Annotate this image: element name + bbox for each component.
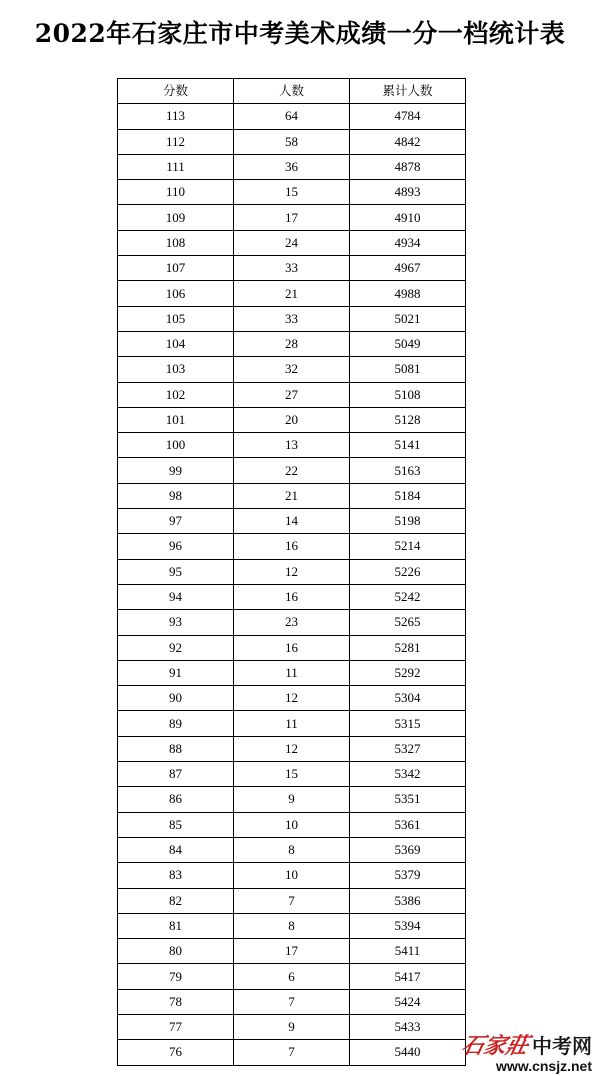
cumulative-cell: 4893 xyxy=(350,180,466,205)
score-cell: 101 xyxy=(118,407,234,432)
count-cell: 6 xyxy=(234,964,350,989)
watermark-url: www.cnsjz.net xyxy=(496,1058,592,1074)
count-cell: 32 xyxy=(234,357,350,382)
table-row xyxy=(118,913,466,938)
count-cell: 21 xyxy=(234,281,350,306)
score-cell: 104 xyxy=(118,331,234,356)
count-cell: 10 xyxy=(234,812,350,837)
table-row xyxy=(118,458,466,483)
table-row xyxy=(118,509,466,534)
count-cell: 24 xyxy=(234,230,350,255)
count-cell: 15 xyxy=(234,762,350,787)
cumulative-cell: 5327 xyxy=(350,736,466,761)
cumulative-cell: 5369 xyxy=(350,837,466,862)
count-cell: 12 xyxy=(234,559,350,584)
score-cell: 97 xyxy=(118,509,234,534)
table-row xyxy=(118,964,466,989)
table-row xyxy=(118,1014,466,1039)
score-cell: 112 xyxy=(118,129,234,154)
score-cell: 86 xyxy=(118,787,234,812)
table-row xyxy=(118,584,466,609)
score-cell: 109 xyxy=(118,205,234,230)
score-cell: 79 xyxy=(118,964,234,989)
score-cell: 81 xyxy=(118,913,234,938)
count-cell: 28 xyxy=(234,331,350,356)
cumulative-cell: 5281 xyxy=(350,635,466,660)
table-row xyxy=(118,939,466,964)
table-row xyxy=(118,863,466,888)
count-cell: 8 xyxy=(234,837,350,862)
cumulative-cell: 5021 xyxy=(350,306,466,331)
cumulative-cell: 5081 xyxy=(350,357,466,382)
table-row xyxy=(118,306,466,331)
watermark-site-name: 中考网 xyxy=(532,1034,592,1058)
cumulative-cell: 5440 xyxy=(350,1040,466,1065)
cumulative-cell: 5424 xyxy=(350,989,466,1014)
count-cell: 10 xyxy=(234,863,350,888)
score-cell: 103 xyxy=(118,357,234,382)
cumulative-cell: 5265 xyxy=(350,610,466,635)
table-row xyxy=(118,230,466,255)
count-cell: 22 xyxy=(234,458,350,483)
cumulative-cell: 4878 xyxy=(350,154,466,179)
count-cell: 8 xyxy=(234,913,350,938)
count-cell: 15 xyxy=(234,180,350,205)
table-row xyxy=(118,736,466,761)
score-cell: 83 xyxy=(118,863,234,888)
score-cell: 85 xyxy=(118,812,234,837)
cumulative-cell: 5163 xyxy=(350,458,466,483)
count-cell: 17 xyxy=(234,939,350,964)
table-row xyxy=(118,711,466,736)
table-row xyxy=(118,1040,466,1065)
score-cell: 91 xyxy=(118,660,234,685)
table-row xyxy=(118,154,466,179)
count-cell: 14 xyxy=(234,509,350,534)
score-cell: 89 xyxy=(118,711,234,736)
score-cell: 100 xyxy=(118,433,234,458)
table-header xyxy=(118,79,466,104)
cumulative-cell: 4988 xyxy=(350,281,466,306)
cumulative-cell: 5351 xyxy=(350,787,466,812)
count-cell: 12 xyxy=(234,686,350,711)
count-cell: 64 xyxy=(234,104,350,129)
cumulative-cell: 5141 xyxy=(350,433,466,458)
count-cell: 27 xyxy=(234,382,350,407)
count-cell: 13 xyxy=(234,433,350,458)
score-cell: 111 xyxy=(118,154,234,179)
table-row xyxy=(118,812,466,837)
table-row xyxy=(118,660,466,685)
table-row xyxy=(118,256,466,281)
score-cell: 106 xyxy=(118,281,234,306)
column-header-score: 分数 xyxy=(118,79,234,104)
score-cell: 113 xyxy=(118,104,234,129)
cumulative-cell: 5049 xyxy=(350,331,466,356)
count-cell: 7 xyxy=(234,888,350,913)
table-row xyxy=(118,281,466,306)
score-cell: 80 xyxy=(118,939,234,964)
table-row xyxy=(118,382,466,407)
score-cell: 105 xyxy=(118,306,234,331)
table-row xyxy=(118,787,466,812)
score-cell: 93 xyxy=(118,610,234,635)
score-cell: 110 xyxy=(118,180,234,205)
cumulative-cell: 5411 xyxy=(350,939,466,964)
score-cell: 95 xyxy=(118,559,234,584)
score-cell: 82 xyxy=(118,888,234,913)
count-cell: 17 xyxy=(234,205,350,230)
cumulative-cell: 5417 xyxy=(350,964,466,989)
count-cell: 7 xyxy=(234,1040,350,1065)
table-row xyxy=(118,129,466,154)
count-cell: 21 xyxy=(234,483,350,508)
cumulative-cell: 5304 xyxy=(350,686,466,711)
cumulative-cell: 5394 xyxy=(350,913,466,938)
count-cell: 33 xyxy=(234,256,350,281)
table-row xyxy=(118,686,466,711)
column-header-count: 人数 xyxy=(234,79,350,104)
count-cell: 9 xyxy=(234,1014,350,1039)
score-cell: 92 xyxy=(118,635,234,660)
cumulative-cell: 5128 xyxy=(350,407,466,432)
cumulative-cell: 4934 xyxy=(350,230,466,255)
cumulative-cell: 4842 xyxy=(350,129,466,154)
count-cell: 11 xyxy=(234,660,350,685)
table-body xyxy=(118,104,466,1065)
score-cell: 107 xyxy=(118,256,234,281)
score-distribution-table xyxy=(117,78,466,1066)
count-cell: 7 xyxy=(234,989,350,1014)
table-row xyxy=(118,104,466,129)
site-watermark xyxy=(459,1033,592,1074)
count-cell: 9 xyxy=(234,787,350,812)
count-cell: 16 xyxy=(234,635,350,660)
cumulative-cell: 4784 xyxy=(350,104,466,129)
score-cell: 90 xyxy=(118,686,234,711)
count-cell: 23 xyxy=(234,610,350,635)
score-cell: 98 xyxy=(118,483,234,508)
score-cell: 102 xyxy=(118,382,234,407)
table-row xyxy=(118,357,466,382)
count-cell: 11 xyxy=(234,711,350,736)
score-cell: 76 xyxy=(118,1040,234,1065)
count-cell: 33 xyxy=(234,306,350,331)
page-title: 2022年石家庄市中考美术成绩一分一档统计表 xyxy=(34,19,566,48)
table-row xyxy=(118,483,466,508)
score-cell: 84 xyxy=(118,837,234,862)
score-cell: 77 xyxy=(118,1014,234,1039)
count-cell: 12 xyxy=(234,736,350,761)
cumulative-cell: 5292 xyxy=(350,660,466,685)
cumulative-cell: 5226 xyxy=(350,559,466,584)
score-cell: 96 xyxy=(118,534,234,559)
table-row xyxy=(118,534,466,559)
score-cell: 108 xyxy=(118,230,234,255)
cumulative-cell: 4910 xyxy=(350,205,466,230)
table-row xyxy=(118,331,466,356)
table-row xyxy=(118,888,466,913)
score-cell: 94 xyxy=(118,584,234,609)
table-row xyxy=(118,989,466,1014)
table-row xyxy=(118,433,466,458)
cumulative-cell: 4967 xyxy=(350,256,466,281)
watermark-calligraphy: 石家莊 xyxy=(459,1033,531,1059)
cumulative-cell: 5379 xyxy=(350,863,466,888)
table-row xyxy=(118,837,466,862)
table-header-row xyxy=(118,79,466,104)
score-cell: 78 xyxy=(118,989,234,1014)
table-row xyxy=(118,762,466,787)
score-cell: 88 xyxy=(118,736,234,761)
cumulative-cell: 5361 xyxy=(350,812,466,837)
count-cell: 58 xyxy=(234,129,350,154)
column-header-cumulative: 累计人数 xyxy=(350,79,466,104)
count-cell: 16 xyxy=(234,584,350,609)
cumulative-cell: 5315 xyxy=(350,711,466,736)
score-cell: 99 xyxy=(118,458,234,483)
table-row xyxy=(118,180,466,205)
cumulative-cell: 5214 xyxy=(350,534,466,559)
table-row xyxy=(118,610,466,635)
cumulative-cell: 5242 xyxy=(350,584,466,609)
cumulative-cell: 5198 xyxy=(350,509,466,534)
count-cell: 36 xyxy=(234,154,350,179)
count-cell: 16 xyxy=(234,534,350,559)
score-cell: 87 xyxy=(118,762,234,787)
cumulative-cell: 5342 xyxy=(350,762,466,787)
cumulative-cell: 5433 xyxy=(350,1014,466,1039)
cumulative-cell: 5184 xyxy=(350,483,466,508)
table-row xyxy=(118,407,466,432)
table-row xyxy=(118,205,466,230)
table-row xyxy=(118,559,466,584)
watermark-logo xyxy=(459,1033,592,1059)
table-row xyxy=(118,635,466,660)
count-cell: 20 xyxy=(234,407,350,432)
cumulative-cell: 5386 xyxy=(350,888,466,913)
cumulative-cell: 5108 xyxy=(350,382,466,407)
